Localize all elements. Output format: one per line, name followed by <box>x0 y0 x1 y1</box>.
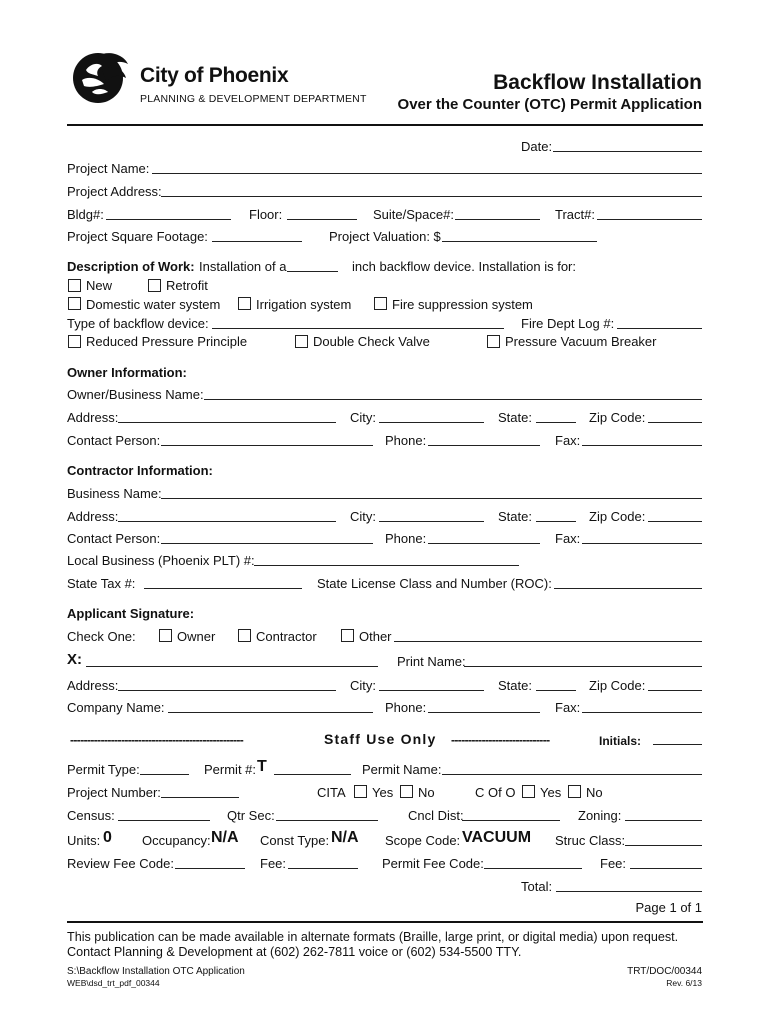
fee-label: Fee: <box>260 856 287 871</box>
applicant-state-field[interactable] <box>536 690 576 691</box>
permit-type-field[interactable] <box>140 774 189 775</box>
cita-yes-label: Yes <box>372 785 394 800</box>
company-name-field[interactable] <box>168 712 373 713</box>
applicant-other-label: Other <box>359 629 392 644</box>
applicant-contractor-checkbox[interactable] <box>238 629 251 642</box>
const-type-label: Const Type: <box>260 833 330 848</box>
staff-dashes-right: ----------------------------- <box>451 733 550 747</box>
project-name-label: Project Name: <box>67 161 150 176</box>
license-label: State License Class and Number (ROC): <box>317 576 552 591</box>
permit-fee-field[interactable] <box>484 868 582 869</box>
applicant-fax-label: Fax: <box>555 700 581 715</box>
owner-fax-field[interactable] <box>582 445 702 446</box>
footer-divider <box>67 921 703 923</box>
retrofit-label: Retrofit <box>166 278 208 293</box>
owner-name-field[interactable] <box>204 399 702 400</box>
state-tax-field[interactable] <box>144 588 302 589</box>
date-label: Date: <box>521 139 553 154</box>
contractor-fax-label: Fax: <box>555 531 581 546</box>
owner-phone-label: Phone: <box>385 433 427 448</box>
contractor-phone-field[interactable] <box>428 543 540 544</box>
fire-suppression-label: Fire suppression system <box>392 297 533 312</box>
local-business-field[interactable] <box>254 565 519 566</box>
owner-state-field[interactable] <box>536 422 576 423</box>
contractor-state-label: State: <box>498 509 532 524</box>
rpp-checkbox[interactable] <box>68 335 81 348</box>
tract-label: Tract#: <box>555 207 595 222</box>
device-type-field[interactable] <box>212 328 504 329</box>
units-value: 0 <box>103 829 112 846</box>
phoenix-bird-icon <box>68 46 134 106</box>
valuation-label: Project Valuation: $ <box>329 229 441 244</box>
contractor-phone-label: Phone: <box>385 531 427 546</box>
fire-log-field[interactable] <box>617 328 702 329</box>
revision-date: Rev. 6/13 <box>666 978 702 988</box>
project-number-label: Project Number: <box>67 785 161 800</box>
cita-no-label: No <box>418 785 435 800</box>
department-name: PLANNING & DEVELOPMENT DEPARTMENT <box>140 93 367 105</box>
description-text-1: Installation of a <box>199 259 287 274</box>
fire-log-label: Fire Dept Log #: <box>521 316 615 331</box>
pvb-label: Pressure Vacuum Breaker <box>505 334 657 349</box>
qtr-sec-label: Qtr Sec: <box>227 808 275 823</box>
cita-yes-checkbox[interactable] <box>354 785 367 798</box>
applicant-address-label: Address: <box>67 678 119 693</box>
city-phoenix-logo <box>68 46 134 106</box>
fee-field[interactable] <box>288 868 358 869</box>
zoning-field[interactable] <box>625 820 702 821</box>
fee2-label: Fee: <box>600 856 627 871</box>
review-fee-field[interactable] <box>175 868 245 869</box>
new-checkbox[interactable] <box>68 279 81 292</box>
applicant-city-field[interactable] <box>379 690 484 691</box>
floor-field[interactable] <box>287 219 357 220</box>
owner-address-field[interactable] <box>118 422 336 423</box>
permit-no-label: Permit #: <box>204 762 257 777</box>
check-one-label: Check One: <box>67 629 136 644</box>
const-type-value: N/A <box>331 829 359 846</box>
dcv-label: Double Check Valve <box>313 334 430 349</box>
review-fee-label: Review Fee Code: <box>67 856 174 871</box>
cncl-dist-field[interactable] <box>462 820 560 821</box>
zoning-label: Zoning: <box>578 808 622 823</box>
total-label: Total: <box>521 879 553 894</box>
owner-zip-field[interactable] <box>648 422 702 423</box>
applicant-phone-field[interactable] <box>428 712 540 713</box>
contractor-zip-label: Zip Code: <box>589 509 646 524</box>
contractor-contact-field[interactable] <box>161 543 373 544</box>
suite-field[interactable] <box>455 219 540 220</box>
project-number-field[interactable] <box>161 797 239 798</box>
scope-code-value: VACUUM <box>462 829 532 846</box>
applicant-other-checkbox[interactable] <box>341 629 354 642</box>
bldg-label: Bldg#: <box>67 207 104 222</box>
owner-city-field[interactable] <box>379 422 484 423</box>
description-heading: Description of Work: <box>67 259 195 274</box>
org-name: City of Phoenix <box>140 64 289 87</box>
permit-no-field[interactable] <box>274 774 351 775</box>
cofo-yes-label: Yes <box>540 785 562 800</box>
contractor-address-field[interactable] <box>118 521 336 522</box>
struc-class-label: Struc Class: <box>555 833 626 848</box>
owner-zip-label: Zip Code: <box>589 410 646 425</box>
valuation-field[interactable] <box>442 241 597 242</box>
contractor-address-label: Address: <box>67 509 119 524</box>
scope-code-label: Scope Code: <box>385 833 461 848</box>
domestic-label: Domestic water system <box>86 297 221 312</box>
permit-fee-label: Permit Fee Code: <box>382 856 484 871</box>
rpp-label: Reduced Pressure Principle <box>86 334 248 349</box>
pvb-checkbox[interactable] <box>487 335 500 348</box>
contractor-heading: Contractor Information: <box>67 463 213 478</box>
census-field[interactable] <box>118 820 210 821</box>
header-divider <box>67 124 703 126</box>
date-field[interactable] <box>553 151 702 152</box>
signature-field[interactable] <box>86 666 378 667</box>
contractor-state-field[interactable] <box>536 521 576 522</box>
owner-city-label: City: <box>350 410 376 425</box>
doc-id: TRT/DOC/00344 <box>627 966 702 977</box>
contractor-zip-field[interactable] <box>648 521 702 522</box>
project-address-label: Project Address: <box>67 184 162 199</box>
local-business-label: Local Business (Phoenix PLT) #: <box>67 553 255 568</box>
initials-field[interactable] <box>653 744 702 745</box>
owner-address-label: Address: <box>67 410 119 425</box>
cita-no-checkbox[interactable] <box>400 785 413 798</box>
applicant-fax-field[interactable] <box>582 712 702 713</box>
suite-label: Suite/Space#: <box>373 207 454 222</box>
page-title: Backflow Installation <box>493 71 702 94</box>
web-path: WEB\dsd_trt_pdf_00344 <box>67 978 160 988</box>
owner-fax-label: Fax: <box>555 433 581 448</box>
cofo-label: C Of O <box>475 785 516 800</box>
floor-label: Floor: <box>249 207 283 222</box>
project-name-field[interactable] <box>152 173 702 174</box>
sq-footage-field[interactable] <box>212 241 302 242</box>
fee2-field[interactable] <box>630 868 702 869</box>
qtr-sec-field[interactable] <box>276 820 378 821</box>
applicant-other-field[interactable] <box>394 641 702 642</box>
license-field[interactable] <box>554 588 702 589</box>
applicant-phone-label: Phone: <box>385 700 427 715</box>
contractor-name-label: Business Name: <box>67 486 162 501</box>
bldg-field[interactable] <box>106 219 231 220</box>
contractor-city-field[interactable] <box>379 521 484 522</box>
accessibility-notice-1: This publication can be made available in alternate formats (Braille, large print, or digital media) upon request. <box>67 930 679 944</box>
owner-heading: Owner Information: <box>67 365 187 380</box>
cofo-yes-checkbox[interactable] <box>522 785 535 798</box>
signature-x-label: X: <box>67 651 82 668</box>
applicant-heading: Applicant Signature: <box>67 606 195 621</box>
sq-footage-label: Project Square Footage: <box>67 229 208 244</box>
state-tax-label: State Tax #: <box>67 576 136 591</box>
retrofit-checkbox[interactable] <box>148 279 161 292</box>
file-path: S:\Backflow Installation OTC Application <box>67 966 245 977</box>
page-number: Page 1 of 1 <box>635 900 702 915</box>
staff-use-heading: Staff Use Only <box>324 731 437 747</box>
total-field[interactable] <box>556 891 702 892</box>
accessibility-notice-2: Contact Planning & Development at (602) 262-7811 voice or (602) 534-5500 TTY. <box>67 945 522 959</box>
domestic-checkbox[interactable] <box>68 297 81 310</box>
applicant-address-field[interactable] <box>118 690 336 691</box>
owner-phone-field[interactable] <box>428 445 540 446</box>
fire-suppression-checkbox[interactable] <box>374 297 387 310</box>
cofo-no-checkbox[interactable] <box>568 785 581 798</box>
contractor-fax-field[interactable] <box>582 543 702 544</box>
irrigation-checkbox[interactable] <box>238 297 251 310</box>
description-text-2: inch backflow device. Installation is for: <box>352 259 576 274</box>
device-type-label: Type of backflow device: <box>67 316 209 331</box>
contractor-name-field[interactable] <box>161 498 702 499</box>
applicant-zip-field[interactable] <box>648 690 702 691</box>
page-subtitle: Over the Counter (OTC) Permit Application <box>397 96 702 113</box>
contractor-city-label: City: <box>350 509 376 524</box>
irrigation-label: Irrigation system <box>256 297 352 312</box>
cofo-no-label: No <box>586 785 603 800</box>
units-label: Units: <box>67 833 101 848</box>
permit-no-value: T <box>257 758 267 775</box>
new-label: New <box>86 278 113 293</box>
cncl-dist-label: Cncl Dist: <box>408 808 464 823</box>
print-name-label: Print Name: <box>397 654 466 669</box>
permit-name-field[interactable] <box>442 774 702 775</box>
owner-name-label: Owner/Business Name: <box>67 387 204 402</box>
applicant-owner-checkbox[interactable] <box>159 629 172 642</box>
applicant-city-label: City: <box>350 678 376 693</box>
applicant-state-label: State: <box>498 678 532 693</box>
project-address-field[interactable] <box>161 196 702 197</box>
cita-label: CITA <box>317 785 346 800</box>
applicant-owner-label: Owner <box>177 629 216 644</box>
owner-state-label: State: <box>498 410 532 425</box>
permit-name-label: Permit Name: <box>362 762 442 777</box>
backflow-size-field[interactable] <box>287 271 338 272</box>
occupancy-label: Occupancy: <box>142 833 211 848</box>
occupancy-value: N/A <box>211 829 239 846</box>
applicant-zip-label: Zip Code: <box>589 678 646 693</box>
tract-field[interactable] <box>597 219 702 220</box>
contractor-contact-label: Contact Person: <box>67 531 161 546</box>
company-name-label: Company Name: <box>67 700 165 715</box>
struc-class-field[interactable] <box>625 845 702 846</box>
initials-label: Initials: <box>599 734 642 748</box>
staff-dashes-left: --------------------------------------------------- <box>70 733 244 747</box>
census-label: Census: <box>67 808 115 823</box>
dcv-checkbox[interactable] <box>295 335 308 348</box>
owner-contact-field[interactable] <box>161 445 373 446</box>
print-name-field[interactable] <box>464 666 702 667</box>
permit-type-label: Permit Type: <box>67 762 140 777</box>
owner-contact-label: Contact Person: <box>67 433 161 448</box>
applicant-contractor-label: Contractor <box>256 629 317 644</box>
